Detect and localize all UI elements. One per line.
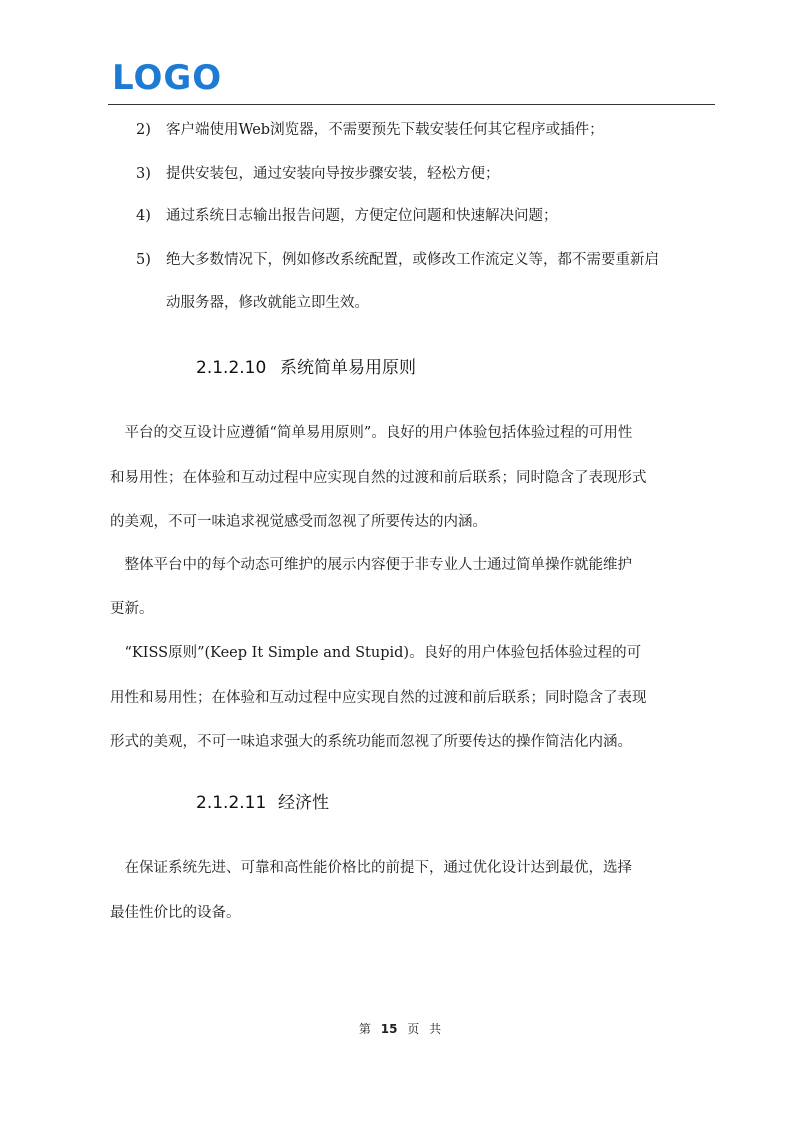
- list-item-number: 2): [136, 122, 151, 138]
- paragraph-line: 的美观，不可一味追求视觉感受而忽视了所要传达的内涵。: [110, 514, 487, 530]
- section-title: 系统简单易用原则: [280, 358, 416, 378]
- paragraph-line: 更新。: [110, 601, 154, 617]
- list-item-number: 3): [136, 166, 151, 182]
- list-item-number: 4): [136, 208, 151, 224]
- list-item-text: 通过系统日志输出报告问题，方便定位问题和快速解决问题；: [166, 208, 558, 224]
- paragraph-line: 平台的交互设计应遵循“简单易用原则”。良好的用户体验包括体验过程的可用性: [110, 425, 633, 441]
- list-item-text: 绝大多数情况下，例如修改系统配置，或修改工作流定义等，都不需要重新启: [166, 252, 659, 268]
- footer-prefix: 第: [358, 1022, 371, 1036]
- footer-mid: 页: [407, 1022, 420, 1036]
- paragraph-line: 形式的美观，不可一味追求强大的系统功能而忽视了所要传达的操作简洁化内涵。: [110, 734, 632, 750]
- logo: LOGO: [112, 58, 223, 98]
- footer-suffix: 共: [429, 1022, 442, 1036]
- section-number: 2.1.2.10: [196, 358, 267, 378]
- list-item-number: 5): [136, 252, 151, 268]
- list-item-text: 客户端使用Web浏览器，不需要预先下载安装任何其它程序或插件；: [166, 122, 604, 138]
- page-footer: [0, 1020, 800, 1037]
- section-number: 2.1.2.11: [196, 793, 267, 813]
- list-item-continuation: 动服务器，修改就能立即生效。: [166, 295, 369, 311]
- section-title: 经济性: [278, 793, 329, 813]
- paragraph-line: 最佳性价比的设备。: [110, 905, 241, 921]
- header-rule: [108, 104, 715, 105]
- paragraph-line: 和易用性；在体验和互动过程中应实现自然的过渡和前后联系；同时隐含了表现形式: [110, 470, 647, 486]
- paragraph-line: “KISS原则”(Keep It Simple and Stupid)。良好的用户体验包括体验过程的可: [110, 645, 642, 661]
- paragraph-line: 在保证系统先进、可靠和高性能价格比的前提下，通过优化设计达到最优，选择: [110, 860, 632, 876]
- paragraph-line: 用性和易用性；在体验和互动过程中应实现自然的过渡和前后联系；同时隐含了表现: [110, 690, 647, 706]
- list-item-text: 提供安装包，通过安装向导按步骤安装，轻松方便；: [166, 166, 500, 182]
- paragraph-line: 整体平台中的每个动态可维护的展示内容便于非专业人士通过简单操作就能维护: [110, 557, 632, 573]
- page-number: 15: [380, 1022, 398, 1036]
